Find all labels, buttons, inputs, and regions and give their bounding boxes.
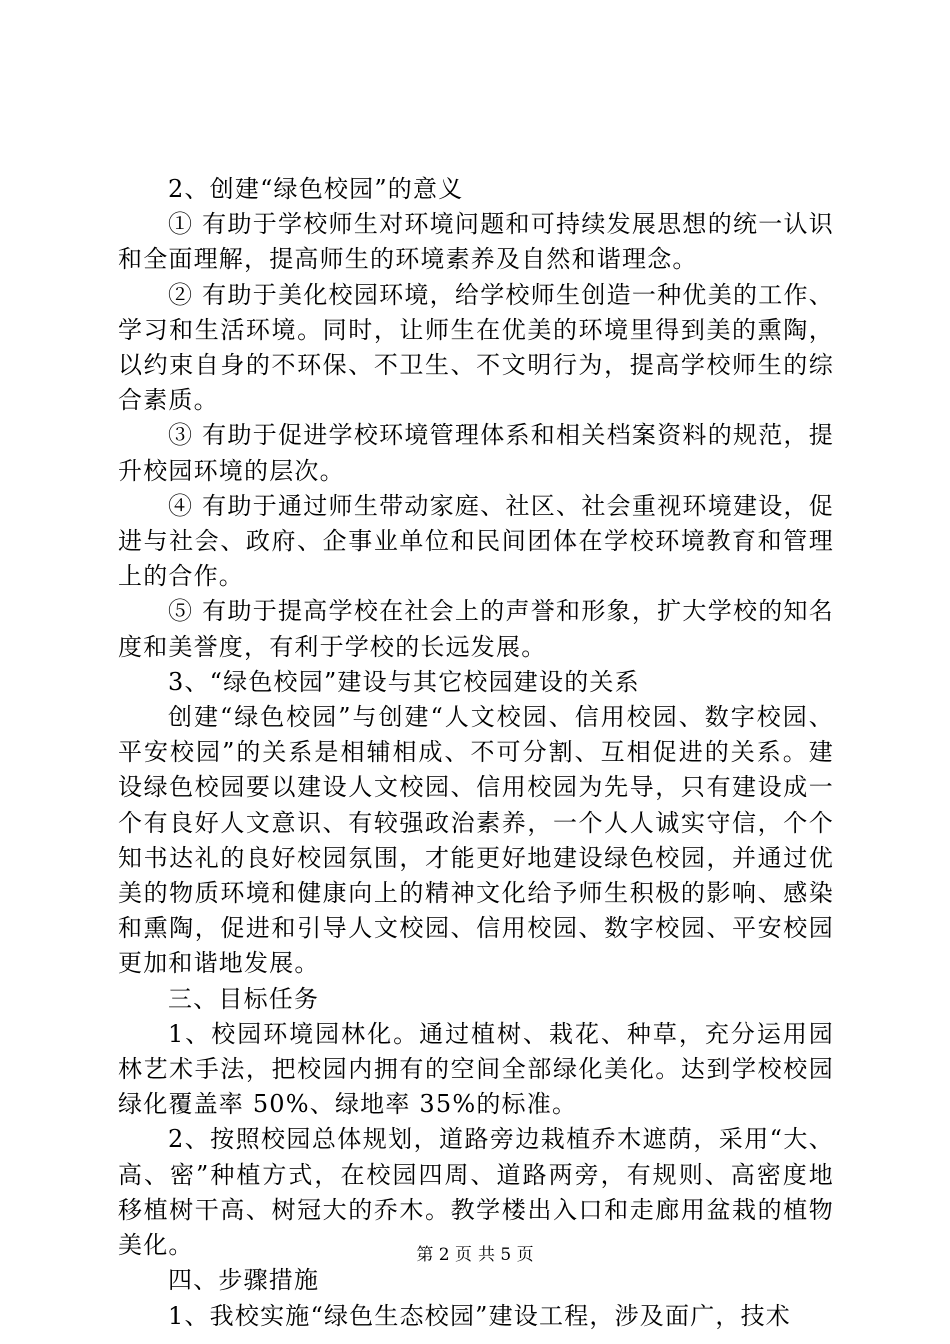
document-body: [118, 172, 834, 1334]
heading-relationship: 3、“绿色校园”建设与其它校园建设的关系: [168, 667, 640, 696]
paragraph-goal-2: 2、按照校园总体规划，道路旁边栽植乔木遮荫，采用“大、高、密”种植方式，在校园四周、道路两旁，有规则、高密度地移植树干高、树冠大的乔木。教学楼出入口和走廊用盆栽的植物美化。: [118, 1125, 834, 1260]
page-number: 第 2 页: [416, 1245, 472, 1265]
paragraph-item-4: ④ 有助于通过师生带动家庭、社区、社会重视环境建设，促进与社会、政府、企事业单位和民间团体在学校环境教育和管理上的合作。: [118, 491, 834, 591]
paragraph-item-3: ③ 有助于促进学校环境管理体系和相关档案资料的规范，提升校园环境的层次。: [118, 421, 834, 485]
heading-goals: 三、目标任务: [168, 984, 320, 1013]
page-footer: [0, 1244, 950, 1266]
paragraph-step-1: 1、我校实施“绿色生态校园”建设工程，涉及面广，技术: [168, 1301, 792, 1330]
paragraph-goal-1: 1、校园环境园林化。通过植树、栽花、种草，充分运用园林艺术手法，把校园内拥有的空间全部绿化美化。达到学校校园绿化覆盖率 50%、绿地率 35%的标准。: [118, 1019, 834, 1119]
page-total: 共 5 页: [478, 1245, 534, 1265]
heading-steps: 四、步骤措施: [168, 1266, 320, 1295]
paragraph-item-5: ⑤ 有助于提高学校在社会上的声誉和形象，扩大学校的知名度和美誉度，有利于学校的长远发展。: [118, 597, 834, 661]
paragraph-item-2: ② 有助于美化校园环境，给学校师生创造一种优美的工作、学习和生活环境。同时，让师生在优美的环境里得到美的熏陶，以约束自身的不环保、不卫生、不文明行为，提高学校师生的综合素质。: [118, 280, 834, 415]
paragraph-relationship: 创建“绿色校园”与创建“人文校园、信用校园、数字校园、平安校园”的关系是相辅相成、不可分割、互相促进的关系。建设绿色校园要以建设人文校园、信用校园为先导，只有建设成一个有良好人文意识、有较强政治素养，一个人人诚实守信，个个知书达礼的良好校园氛围，才能更好地建设绿色校园，并通过优美的物质环境和健康向上的精神文化给予师生积极的影响、感染和熏陶，促进和引导人文校园、信用校园、数字校园、平安校园更加和谐地发展。: [118, 703, 834, 978]
heading-significance: 2、创建“绿色校园”的意义: [168, 175, 464, 203]
paragraph-item-1: ① 有助于学校师生对环境问题和可持续发展思想的统一认识和全面理解，提高师生的环境素养及自然和谐理念。: [118, 210, 834, 274]
